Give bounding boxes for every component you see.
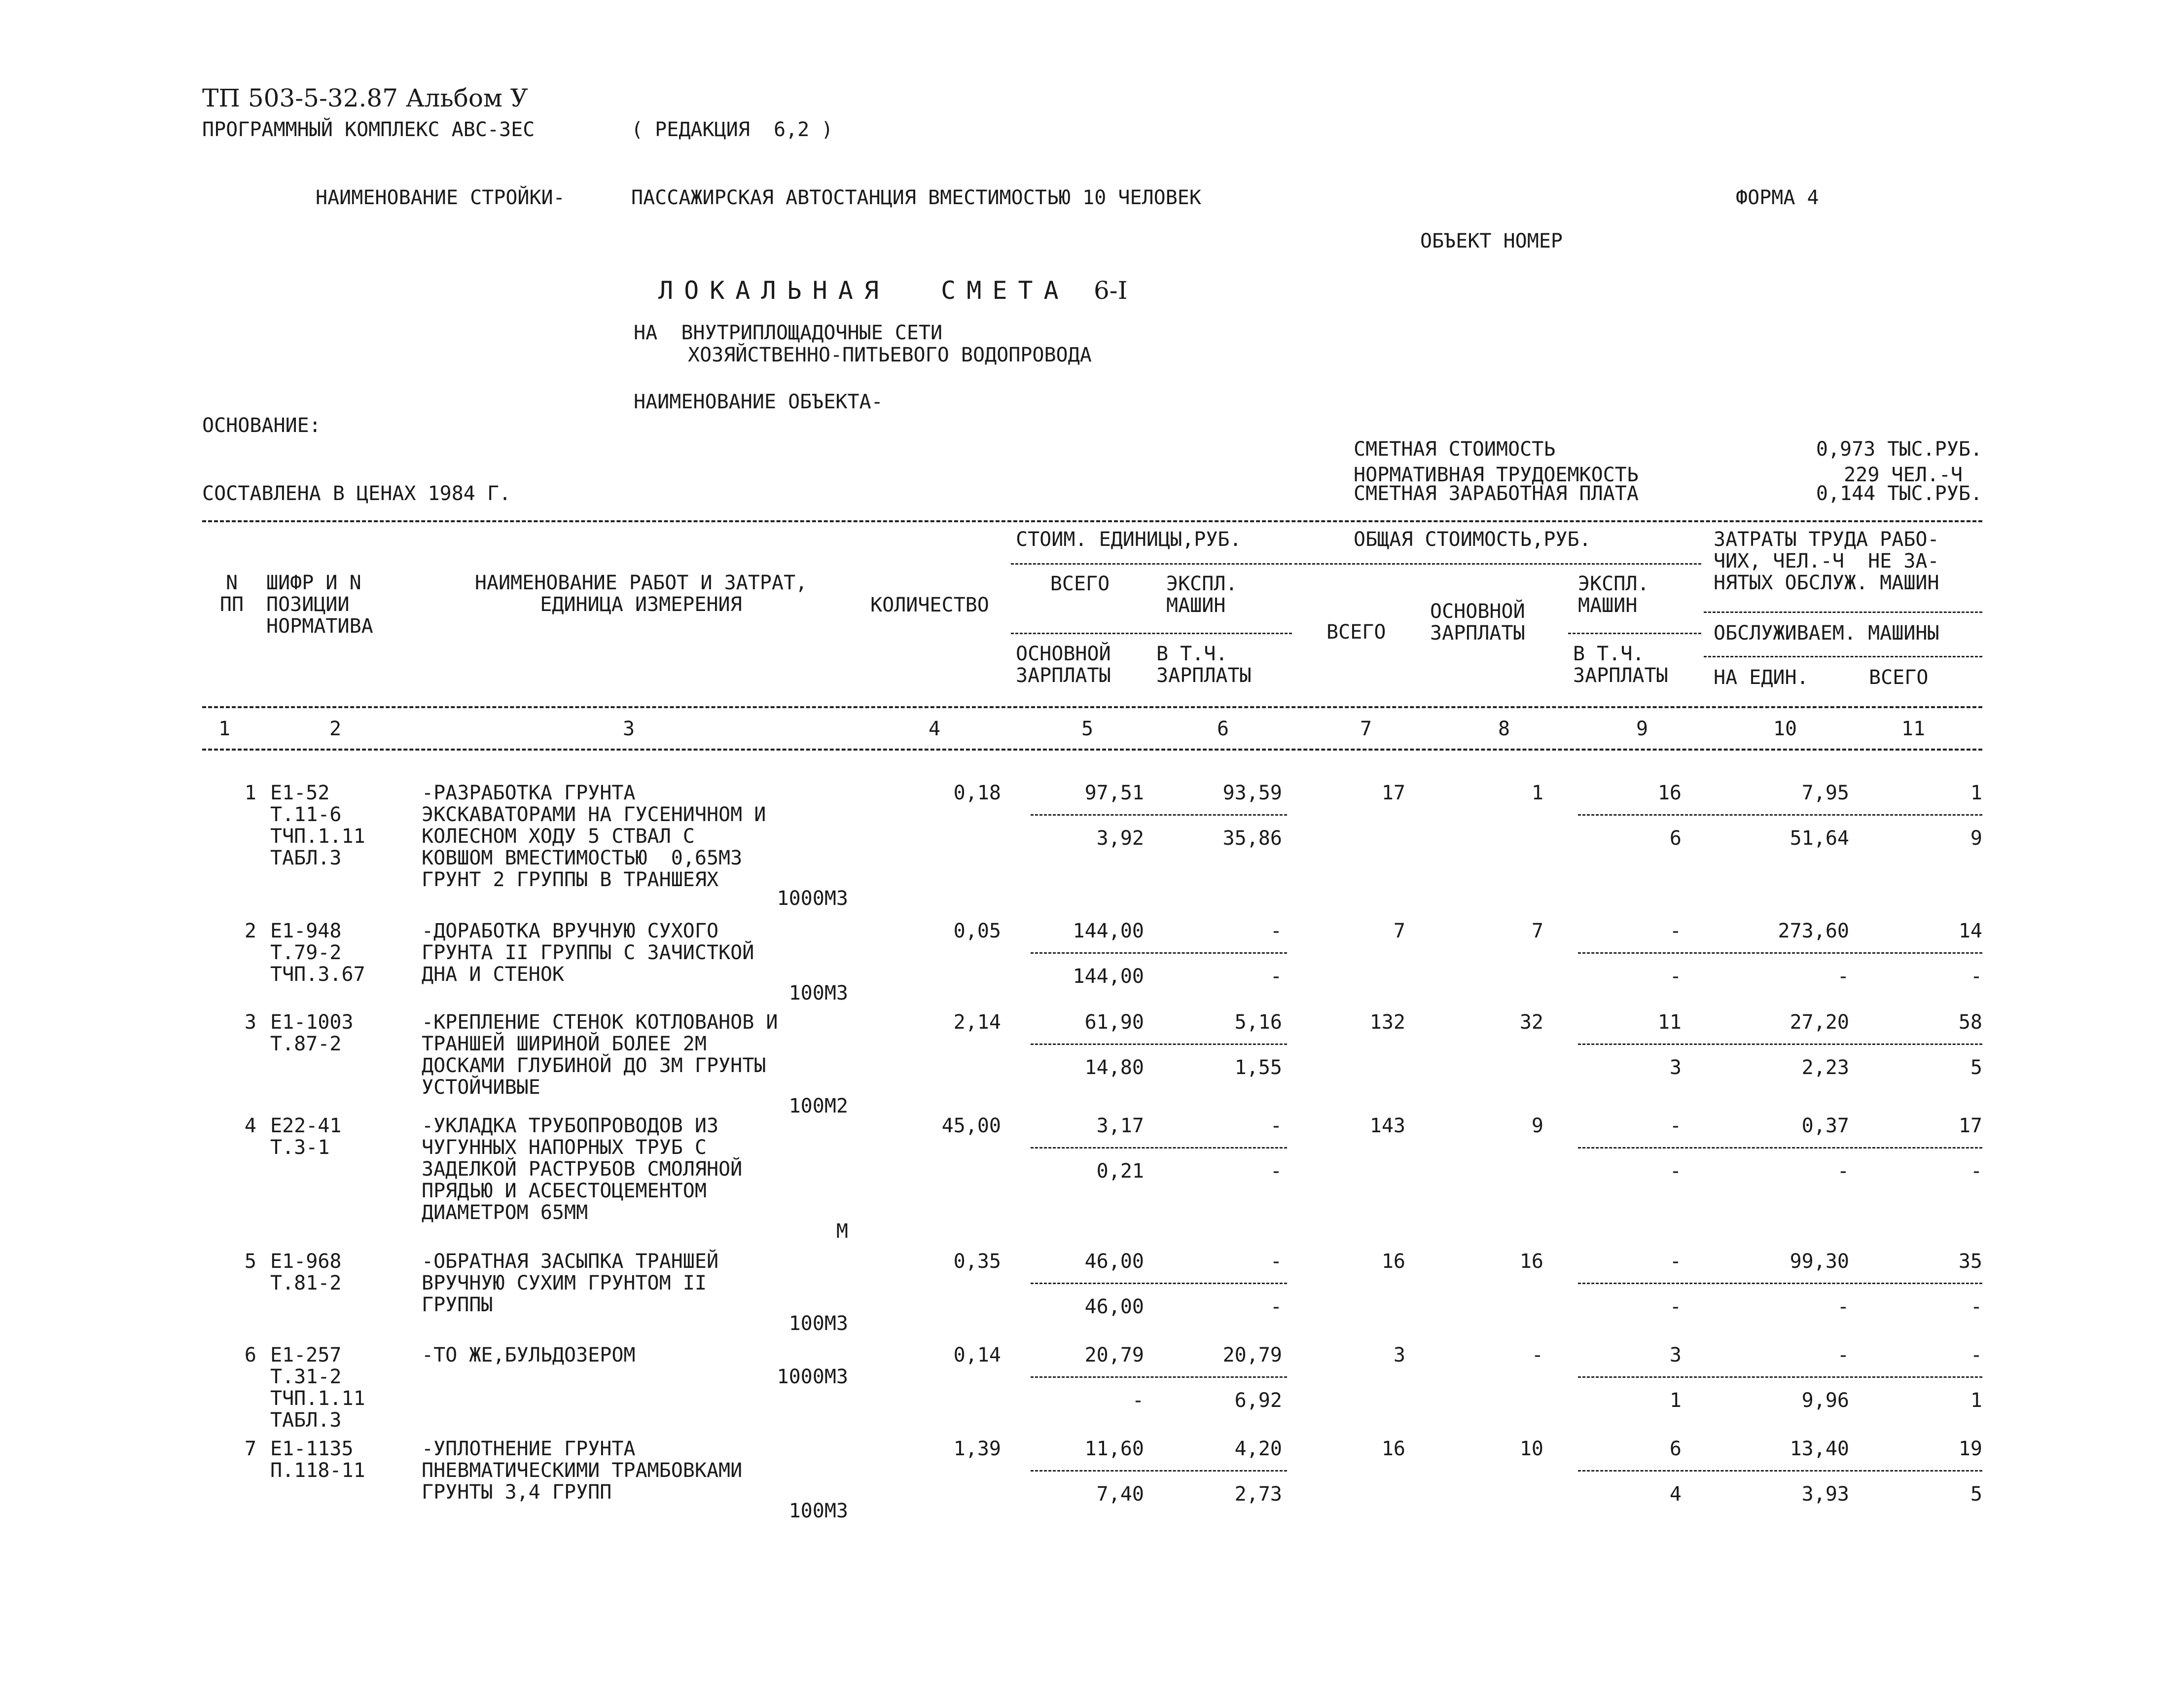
- row-code: ТЧП.1.11: [270, 825, 365, 848]
- row-unit-cost-rule: [1031, 1283, 1287, 1284]
- row-labor-machine-unit: -: [1837, 1160, 1849, 1183]
- row-unit-wages: 0,21: [1096, 1160, 1144, 1183]
- col-header-description: НАИМЕНОВАНИЕ РАБОТ И ЗАТРАТ, ЕДИНИЦА ИЗМЕРЕНИЯ: [474, 572, 808, 616]
- row-labor-machine-unit: 9,96: [1801, 1389, 1849, 1412]
- row-unit-machines: 5,16: [1234, 1011, 1282, 1034]
- row-unit: 100М3: [788, 1312, 848, 1335]
- row-code: ТАБЛ.3: [270, 847, 342, 869]
- row-total-machine-wages: 6: [1669, 827, 1682, 850]
- row-labor-machine-total: 5: [1970, 1056, 1982, 1079]
- column-number-5: 5: [1081, 718, 1094, 740]
- object-name-label: НАИМЕНОВАНИЕ ОБЪЕКТА-: [634, 391, 883, 413]
- row-description: ЭКСКАВАТОРАМИ НА ГУСЕНИЧНОМ И: [422, 803, 766, 826]
- row-machines-rule: [1578, 814, 1982, 816]
- program-name: ПРОГРАММНЫЙ КОМПЛЕКС АВС-ЗЕС: [202, 118, 535, 141]
- row-total-wages: 9: [1531, 1114, 1543, 1137]
- row-unit-machine-wages: 6,92: [1234, 1389, 1282, 1412]
- column-number-8: 8: [1498, 718, 1510, 740]
- table-numbers-rule: [202, 749, 1982, 751]
- labor-rule-1: [1704, 611, 1982, 613]
- row-unit: М: [836, 1220, 848, 1243]
- row-code: Т.11-6: [270, 803, 342, 826]
- row-labor-machine-unit: 3,93: [1801, 1483, 1849, 1506]
- summary-label-3: СМЕТНАЯ ЗАРАБОТНАЯ ПЛАТА: [1354, 482, 1639, 505]
- row-number: 3: [244, 1011, 256, 1034]
- col-header-quantity: КОЛИЧЕСТВО: [870, 594, 989, 616]
- row-labor-unit: 27,20: [1790, 1011, 1849, 1034]
- row-quantity: 0,14: [953, 1344, 1001, 1366]
- row-unit: 1000М3: [777, 1366, 848, 1388]
- row-unit-machines: 4,20: [1234, 1437, 1282, 1460]
- row-total-machines: 16: [1657, 782, 1682, 804]
- row-description: ТРАНШЕЙ ШИРИНОЙ БОЛЕЕ 2М: [422, 1033, 707, 1055]
- row-total-machines: 3: [1669, 1344, 1682, 1366]
- row-description: ПНЕВМАТИЧЕСКИМИ ТРАМБОВКАМИ: [422, 1459, 743, 1482]
- row-total-machines: -: [1669, 1250, 1682, 1273]
- row-labor-total: 58: [1958, 1011, 1982, 1034]
- row-unit-wages: -: [1132, 1389, 1144, 1412]
- row-labor-total: 14: [1958, 920, 1982, 942]
- row-code: Е22-41: [270, 1114, 342, 1137]
- row-total-machine-wages: 1: [1669, 1389, 1682, 1412]
- row-unit: 100М2: [788, 1095, 848, 1117]
- row-unit-wages: 14,80: [1084, 1056, 1144, 1079]
- row-description: УСТОЙЧИВЫЕ: [422, 1076, 540, 1099]
- row-unit-cost-rule: [1031, 952, 1287, 954]
- row-unit-wages: 3,92: [1096, 827, 1144, 850]
- unit-cost-mid-rule: [1011, 633, 1292, 634]
- row-unit-machine-wages: 35,86: [1222, 827, 1282, 850]
- col-header-code: ШИФР И N ПОЗИЦИИ НОРМАТИВА: [266, 572, 373, 638]
- row-unit-machine-wages: 2,73: [1234, 1483, 1282, 1506]
- row-code: Т.31-2: [270, 1366, 342, 1388]
- row-quantity: 0,35: [953, 1250, 1001, 1273]
- row-labor-machine-total: 9: [1970, 827, 1982, 850]
- album-title: ТП 503-5-32.87 Альбом У: [202, 84, 528, 112]
- row-unit-cost-rule: [1031, 814, 1287, 816]
- row-machines-rule: [1578, 1043, 1982, 1045]
- row-total-wages: 32: [1519, 1011, 1543, 1034]
- col-header-6-bottom: В Т.Ч. ЗАРПЛАТЫ: [1156, 643, 1252, 687]
- row-machines-rule: [1578, 952, 1982, 954]
- row-code: Т.81-2: [270, 1272, 342, 1294]
- row-description: -ОБРАТНАЯ ЗАСЫПКА ТРАНШЕЙ: [422, 1250, 719, 1273]
- row-unit-total: 3,17: [1096, 1114, 1144, 1137]
- row-unit-total: 61,90: [1084, 1011, 1144, 1034]
- row-total: 16: [1381, 1437, 1405, 1460]
- row-quantity: 45,00: [941, 1114, 1001, 1137]
- row-description: -УКЛАДКА ТРУБОПРОВОДОВ ИЗ: [422, 1114, 719, 1137]
- row-machines-rule: [1578, 1376, 1982, 1378]
- row-unit-wages: 144,00: [1073, 965, 1144, 988]
- row-unit-total: 97,51: [1084, 782, 1144, 804]
- row-labor-unit: 99,30: [1790, 1250, 1849, 1273]
- row-code: Е1-968: [270, 1250, 342, 1273]
- row-unit-cost-rule: [1031, 1376, 1287, 1378]
- row-total-machines: 6: [1669, 1437, 1682, 1460]
- row-labor-total: 19: [1958, 1437, 1982, 1460]
- row-description: ГРУНТ 2 ГРУППЫ В ТРАНШЕЯХ: [422, 868, 719, 891]
- row-labor-machine-unit: -: [1837, 965, 1849, 988]
- summary-value-3: 0,144 ТЫС.РУБ.: [1816, 482, 1982, 505]
- row-unit: 1000М3: [777, 887, 848, 910]
- row-description: ГРУНТА II ГРУППЫ С ЗАЧИСТКОЙ: [422, 941, 754, 964]
- col-header-11: ВСЕГО: [1869, 666, 1929, 689]
- row-total-wages: 16: [1519, 1250, 1543, 1273]
- row-code: Е1-1135: [270, 1437, 354, 1460]
- unit-cost-rule: [1011, 563, 1292, 565]
- row-total: 17: [1381, 782, 1405, 804]
- construction-label: НАИМЕНОВАНИЕ СТРОЙКИ-: [316, 186, 565, 209]
- row-unit: 100М3: [788, 982, 848, 1005]
- row-unit-total: 20,79: [1084, 1344, 1144, 1366]
- row-labor-machine-unit: 2,23: [1801, 1056, 1849, 1079]
- row-total-wages: 7: [1531, 920, 1543, 942]
- row-number: 6: [244, 1344, 256, 1366]
- row-unit-wages: 7,40: [1096, 1483, 1144, 1506]
- row-total-machine-wages: 4: [1669, 1483, 1682, 1506]
- form-label: ФОРМА 4: [1736, 186, 1819, 209]
- column-number-7: 7: [1360, 718, 1372, 740]
- basis-label: ОСНОВАНИЕ:: [202, 414, 321, 437]
- row-unit-cost-rule: [1031, 1147, 1287, 1149]
- row-unit-machines: -: [1270, 1250, 1282, 1273]
- row-description: -УПЛОТНЕНИЕ ГРУНТА: [422, 1437, 636, 1460]
- row-number: 7: [244, 1437, 256, 1460]
- row-unit: 100М3: [788, 1500, 848, 1522]
- row-code: Е1-1003: [270, 1011, 354, 1034]
- row-code: Е1-948: [270, 920, 342, 942]
- column-number-4: 4: [928, 718, 941, 740]
- column-number-3: 3: [622, 718, 635, 740]
- column-number-1: 1: [218, 718, 231, 740]
- row-description: ВРУЧНУЮ СУХИМ ГРУНТОМ II: [422, 1272, 707, 1294]
- row-description: ДНА И СТЕНОК: [422, 963, 564, 986]
- row-labor-machine-total: 5: [1970, 1483, 1982, 1506]
- col-header-6-top: ЭКСПЛ. МАШИН: [1166, 573, 1238, 617]
- row-description: КОЛЕСНОМ ХОДУ 5 СТВАЛ С: [422, 825, 695, 848]
- summary-label-1: СМЕТНАЯ СТОИМОСТЬ: [1354, 438, 1556, 461]
- col-header-total-cost: ОБЩАЯ СТОИМОСТЬ,РУБ.: [1354, 528, 1591, 551]
- row-unit-wages: 46,00: [1084, 1295, 1144, 1318]
- row-unit-total: 144,00: [1073, 920, 1144, 942]
- row-total-machines: -: [1669, 920, 1682, 942]
- row-description: -РАЗРАБОТКА ГРУНТА: [422, 782, 636, 804]
- row-code: Е1-257: [270, 1344, 342, 1366]
- col-header-unit-cost: СТОИМ. ЕДИНИЦЫ,РУБ.: [1016, 528, 1242, 551]
- row-quantity: 0,05: [953, 920, 1001, 942]
- row-total-machine-wages: -: [1669, 965, 1682, 988]
- row-code: Т.79-2: [270, 941, 342, 964]
- row-labor-total: 1: [1970, 782, 1982, 804]
- column-number-9: 9: [1636, 718, 1648, 740]
- row-description: ПРЯДЬЮ И АСБЕСТОЦЕМЕНТОМ: [422, 1180, 707, 1202]
- row-unit-total: 11,60: [1084, 1437, 1144, 1460]
- construction-name: ПАССАЖИРСКАЯ АВТОСТАНЦИЯ ВМЕСТИМОСТЬЮ 10 ЧЕЛОВЕК: [631, 186, 1201, 209]
- row-total-machines: -: [1669, 1114, 1682, 1137]
- col-header-10: НА ЕДИН.: [1714, 666, 1809, 689]
- row-unit-cost-rule: [1031, 1470, 1287, 1472]
- row-labor-unit: 273,60: [1778, 920, 1849, 942]
- row-unit-total: 46,00: [1084, 1250, 1144, 1273]
- row-labor-machine-total: 1: [1970, 1389, 1982, 1412]
- row-total-wages: -: [1531, 1344, 1543, 1366]
- row-code: ТЧП.3.67: [270, 963, 365, 986]
- row-unit-machine-wages: -: [1270, 1160, 1282, 1183]
- row-number: 2: [244, 920, 256, 942]
- row-total-wages: 1: [1531, 782, 1543, 804]
- row-labor-machine-total: -: [1970, 1160, 1982, 1183]
- row-labor-unit: 0,37: [1801, 1114, 1849, 1137]
- row-total-machine-wages: -: [1669, 1160, 1682, 1183]
- row-labor-machine-unit: -: [1837, 1295, 1849, 1318]
- column-number-10: 10: [1773, 718, 1797, 740]
- row-description: ЧУГУННЫХ НАПОРНЫХ ТРУБ С: [422, 1136, 707, 1159]
- row-machines-rule: [1578, 1147, 1982, 1149]
- estimate-subject-1: НА ВНУТРИПЛОЩАДОЧНЫЕ СЕТИ: [634, 322, 943, 344]
- row-unit-cost-rule: [1031, 1043, 1287, 1045]
- column-number-11: 11: [1901, 718, 1926, 740]
- col-header-7: ВСЕГО: [1326, 621, 1386, 644]
- total-cost-rule: [1294, 563, 1701, 565]
- table-header-rule: [202, 706, 1982, 708]
- prices-label: СОСТАВЛЕНА В ЦЕНАХ 1984 Г.: [202, 482, 511, 505]
- row-labor-machine-total: -: [1970, 965, 1982, 988]
- row-code: ТАБЛ.3: [270, 1409, 342, 1432]
- col-header-labor-sub: ОБСЛУЖИВАЕМ. МАШИНЫ: [1714, 622, 1939, 645]
- row-total: 132: [1369, 1011, 1405, 1034]
- row-unit-machines: -: [1270, 920, 1282, 942]
- row-unit-machines: 20,79: [1222, 1344, 1282, 1366]
- row-labor-unit: 7,95: [1801, 782, 1849, 804]
- row-total-wages: 10: [1519, 1437, 1543, 1460]
- row-number: 1: [244, 782, 256, 804]
- row-number: 5: [244, 1250, 256, 1273]
- summary-label-2: НОРМАТИВНАЯ ТРУДОЕМКОСТЬ: [1354, 464, 1639, 486]
- col-header-9-top: ЭКСПЛ. МАШИН: [1578, 573, 1649, 617]
- row-description: -ТО ЖЕ,БУЛЬДОЗЕРОМ: [422, 1344, 636, 1366]
- edition: ( РЕДАКЦИЯ 6,2 ): [631, 118, 833, 141]
- col-header-9-bottom: В Т.Ч. ЗАРПЛАТЫ: [1573, 643, 1668, 687]
- row-total-machines: 11: [1657, 1011, 1682, 1034]
- estimate-title: ЛОКАЛЬНАЯ СМЕТА: [658, 276, 1070, 305]
- row-description: ГРУППЫ: [422, 1294, 493, 1316]
- row-labor-total: 17: [1958, 1114, 1982, 1137]
- row-labor-machine-total: -: [1970, 1295, 1982, 1318]
- row-total: 16: [1381, 1250, 1405, 1273]
- col-header-5-bottom: ОСНОВНОЙ ЗАРПЛАТЫ: [1016, 643, 1111, 687]
- row-unit-machine-wages: -: [1270, 1295, 1282, 1318]
- row-quantity: 1,39: [953, 1437, 1001, 1460]
- summary-value-2: 229 ЧЕЛ.-Ч: [1844, 464, 1963, 486]
- labor-rule-2: [1704, 656, 1982, 657]
- row-labor-unit: -: [1837, 1344, 1849, 1366]
- row-description: -ДОРАБОТКА ВРУЧНУЮ СУХОГО: [422, 920, 719, 942]
- table-top-rule: [202, 520, 1982, 522]
- col-header-labor: ЗАТРАТЫ ТРУДА РАБО- ЧИХ, ЧЕЛ.-Ч НЕ ЗА- НЯТЫХ ОБСЛУЖ. МАШИН: [1714, 528, 1939, 594]
- row-description: -КРЕПЛЕНИЕ СТЕНОК КОТЛОВАНОВ И: [422, 1011, 778, 1034]
- col-header-8: ОСНОВНОЙ ЗАРПЛАТЫ: [1430, 600, 1525, 645]
- row-total: 3: [1393, 1344, 1405, 1366]
- row-description: КОВШОМ ВМЕСТИМОСТЬЮ 0,65М3: [422, 847, 743, 869]
- row-description: ЗАДЕЛКОЙ РАСТРУБОВ СМОЛЯНОЙ: [422, 1158, 743, 1181]
- row-code: П.118-11: [270, 1459, 365, 1482]
- column-number-2: 2: [329, 718, 342, 740]
- row-machines-rule: [1578, 1470, 1982, 1472]
- row-code: Е1-52: [270, 782, 330, 804]
- row-labor-total: -: [1970, 1344, 1982, 1366]
- row-total: 143: [1369, 1114, 1405, 1137]
- object-number: ОБЪЕКТ НОМЕР: [1420, 230, 1563, 252]
- row-total: 7: [1393, 920, 1405, 942]
- row-quantity: 2,14: [953, 1011, 1001, 1034]
- row-code: Т.87-2: [270, 1033, 342, 1055]
- row-description: ДОСКАМИ ГЛУБИНОЙ ДО 3М ГРУНТЫ: [422, 1054, 766, 1077]
- row-quantity: 0,18: [953, 782, 1001, 804]
- row-number: 4: [244, 1114, 256, 1137]
- row-unit-machines: 93,59: [1222, 782, 1282, 804]
- col-header-5-top: ВСЕГО: [1050, 573, 1110, 595]
- row-code: Т.3-1: [270, 1136, 330, 1159]
- summary-value-1: 0,973 ТЫС.РУБ.: [1816, 438, 1982, 461]
- row-description: ДИАМЕТРОМ 65ММ: [422, 1201, 588, 1224]
- col-header-n: N ПП: [219, 572, 244, 616]
- row-unit-machine-wages: -: [1270, 965, 1282, 988]
- row-total-machine-wages: 3: [1669, 1056, 1682, 1079]
- row-total-machine-wages: -: [1669, 1295, 1682, 1318]
- mach-mid-rule: [1568, 633, 1701, 634]
- row-unit-machine-wages: 1,55: [1234, 1056, 1282, 1079]
- row-labor-machine-unit: 51,64: [1790, 827, 1849, 850]
- row-code: ТЧП.1.11: [270, 1387, 365, 1410]
- column-number-6: 6: [1217, 718, 1229, 740]
- row-description: ГРУНТЫ 3,4 ГРУПП: [422, 1481, 612, 1504]
- estimate-number: 6-I: [1094, 276, 1128, 305]
- row-unit-machines: -: [1270, 1114, 1282, 1137]
- row-labor-unit: 13,40: [1790, 1437, 1849, 1460]
- row-machines-rule: [1578, 1283, 1982, 1284]
- row-labor-total: 35: [1958, 1250, 1982, 1273]
- estimate-subject-2: ХОЗЯЙСТВЕННО-ПИТЬЕВОГО ВОДОПРОВОДА: [688, 344, 1092, 366]
